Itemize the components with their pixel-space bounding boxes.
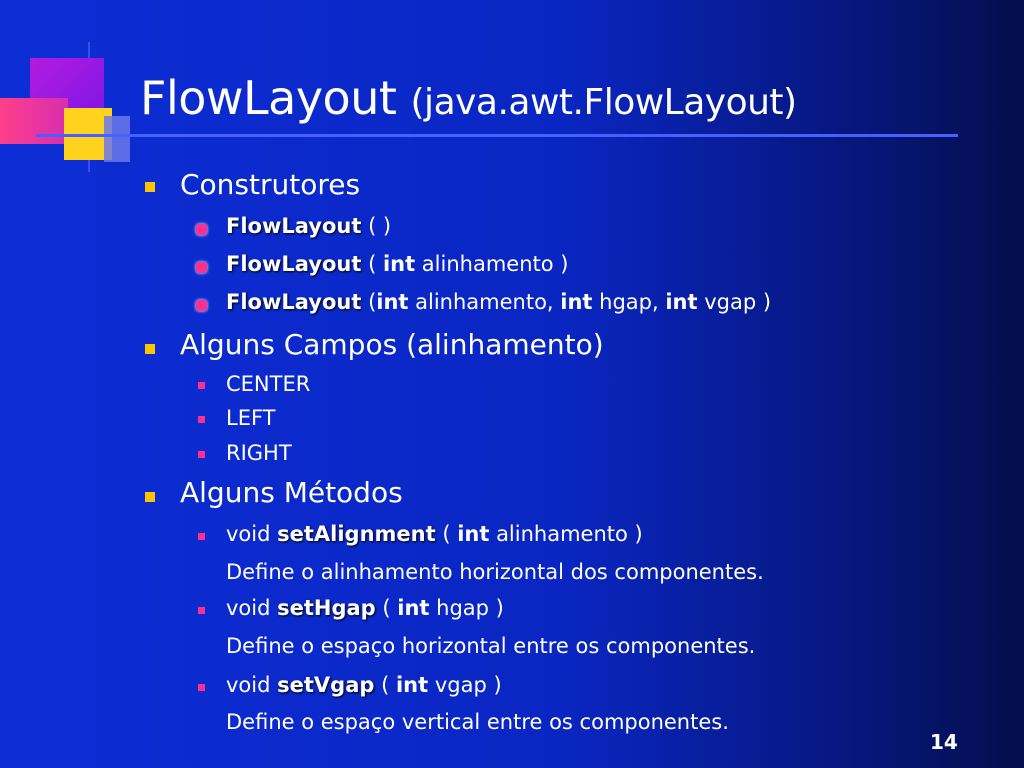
method-1-description: Define o alinhamento horizontal dos componentes. <box>226 560 764 584</box>
bullet-square-icon <box>145 182 155 192</box>
section-heading-construtores: Construtores <box>180 168 361 201</box>
bullet-square-icon <box>196 300 207 311</box>
bullet-square-icon <box>198 533 205 540</box>
method-3-description: Define o espaço vertical entre os componentes. <box>226 710 729 734</box>
field-item: RIGHT <box>226 441 292 465</box>
slide-title <box>140 70 797 131</box>
bullet-square-icon <box>198 382 205 389</box>
bullet-square-icon <box>198 451 205 458</box>
bullet-square-icon <box>198 416 205 423</box>
title-main: FlowLayout <box>140 71 397 125</box>
constructor-3: FlowLayout (int alinhamento, int hgap, int vgap ) <box>226 290 772 314</box>
method-2-description: Define o espaço horizontal entre os componentes. <box>226 634 756 658</box>
decor-pink-square <box>0 98 68 144</box>
bullet-square-icon <box>198 684 205 691</box>
decor-lightblue-square <box>104 116 130 162</box>
bullet-square-icon <box>196 262 207 273</box>
section-heading-metodos: Alguns Métodos <box>180 476 403 509</box>
field-item: LEFT <box>226 406 276 430</box>
bullet-square-icon <box>145 492 155 502</box>
page-number: 14 <box>930 730 958 754</box>
bullet-square-icon <box>196 224 207 235</box>
method-2-signature: void setHgap ( int hgap ) <box>226 596 504 620</box>
bullet-square-icon <box>145 344 155 354</box>
constructor-1: FlowLayout ( ) <box>226 214 392 238</box>
title-subtitle: (java.awt.FlowLayout) <box>410 82 797 123</box>
field-item: CENTER <box>226 372 311 396</box>
constructor-2: FlowLayout ( int alinhamento ) <box>226 252 569 276</box>
section-heading-campos: Alguns Campos (alinhamento) <box>180 328 604 361</box>
method-3-signature: void setVgap ( int vgap ) <box>226 673 502 697</box>
method-1-signature: void setAlignment ( int alinhamento ) <box>226 522 643 546</box>
bullet-square-icon <box>198 607 205 614</box>
title-rule <box>36 134 958 137</box>
